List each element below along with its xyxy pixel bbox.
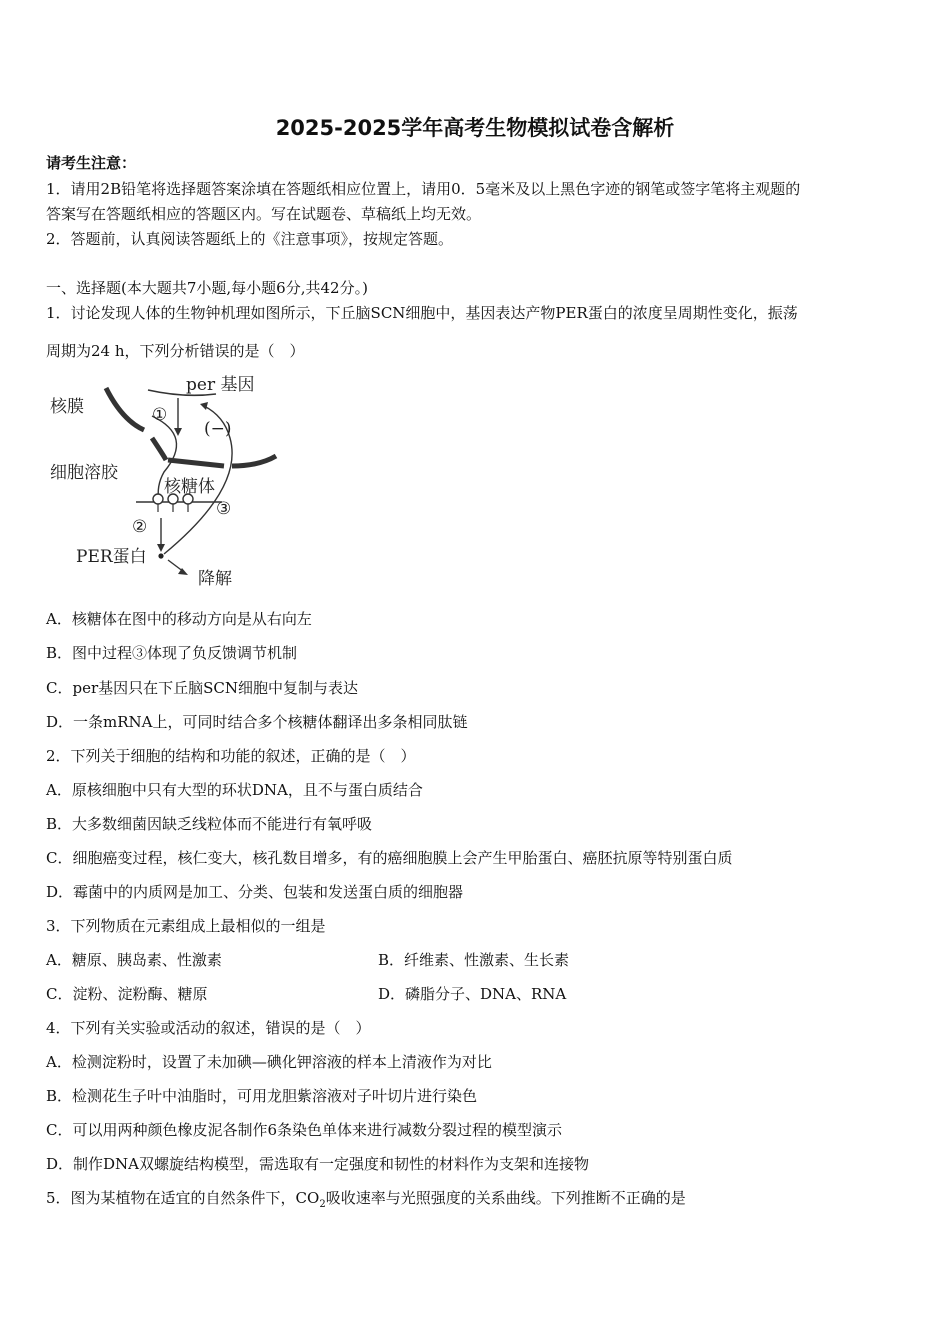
degrade-label: 降解	[198, 569, 232, 589]
per-protein-dot	[158, 553, 163, 558]
nuclear-membrane-lower	[168, 460, 224, 466]
q1-stem: 1．讨论发现人体的生物钟机理如图所示，下丘脑SCN细胞中，基因表达产物PER蛋白的浓度呈周期性变化，振荡	[46, 304, 798, 322]
q2-option-b: B．大多数细菌因缺乏线粒体而不能进行有氧呼吸	[46, 815, 373, 833]
ribosome	[153, 494, 163, 504]
q3-option-a: A．糖原、胰岛素、性激素	[46, 951, 222, 969]
nuclear-membrane-upper	[106, 388, 144, 430]
step-3-label: ③	[216, 499, 232, 519]
q2-option-d: D．霉菌中的内质网是加工、分类、包装和发送蛋白质的细胞器	[46, 883, 464, 901]
q1-option-b: B．图中过程③体现了负反馈调节机制	[46, 644, 298, 662]
q2-option-a: A．原核细胞中只有大型的环状DNA，且不与蛋白质结合	[46, 781, 423, 799]
q5-stem-subscript: 2	[319, 1199, 326, 1210]
nuclear-membrane-label: 核膜	[50, 397, 84, 417]
step-2-label: ②	[132, 517, 148, 537]
q4-stem: 4．下列有关实验或活动的叙述，错误的是（ ）	[46, 1019, 371, 1037]
nuclear-membrane-right	[232, 456, 276, 466]
q2-stem: 2．下列关于细胞的结构和功能的叙述，正确的是（ ）	[46, 747, 416, 765]
notice-heading: 请考生注意：	[46, 154, 137, 172]
ribosome-label: 核糖体	[164, 477, 215, 497]
section-heading: 一、选择题(本大题共7小题,每小题6分,共42分。)	[46, 279, 368, 297]
q4-option-c: C．可以用两种颜色橡皮泥各制作6条染色单体来进行减数分裂过程的模型演示	[46, 1121, 563, 1139]
per-protein-label: PER蛋白	[76, 547, 147, 567]
q3-stem: 3．下列物质在元素组成上最相似的一组是	[46, 917, 326, 935]
cytoplasm-label: 细胞溶胶	[50, 463, 118, 483]
q5-stem-part-1: 5．图为某植物在适宜的自然条件下，CO	[46, 1189, 320, 1207]
q1-option-a: A．核糖体在图中的移动方向是从右向左	[46, 610, 312, 628]
q1-stem-cont: 周期为24 h，下列分析错误的是（ ）	[46, 342, 305, 360]
q4-option-b: B．检测花生子叶中油脂时，可用龙胆紫溶液对子叶切片进行染色	[46, 1087, 478, 1105]
per-gene-label: per 基因	[186, 375, 255, 395]
biological-clock-diagram	[44, 368, 294, 596]
q1-option-d: D．一条mRNA上，可同时结合多个核糖体翻译出多条相同肽链	[46, 713, 468, 731]
q5-stem	[46, 1187, 686, 1210]
notice-item-1-cont: 答案写在答题纸相应的答题区内。写在试题卷、草稿纸上均无效。	[46, 205, 482, 223]
q4-option-d: D．制作DNA双螺旋结构模型，需选取有一定强度和韧性的材料作为支架和连接物	[46, 1155, 590, 1173]
nuclear-membrane-mid	[152, 438, 166, 460]
step-1-label: ①	[152, 405, 168, 425]
notice-item-2: 2．答题前，认真阅读答题纸上的《注意事项》，按规定答题。	[46, 230, 454, 248]
q1-option-c: C．per基因只在下丘脑SCN细胞中复制与表达	[46, 679, 359, 697]
page-title: 2025-2025学年高考生物模拟试卷含解析	[275, 116, 675, 140]
q3-option-d: D．磷脂分子、DNA、RNA	[378, 985, 567, 1003]
q3-option-b: B．纤维素、性激素、生长素	[378, 951, 570, 969]
q5-stem-part-2: 吸收速率与光照强度的关系曲线。下列推断不正确的是	[325, 1189, 686, 1207]
q3-option-c: C．淀粉、淀粉酶、糖原	[46, 985, 208, 1003]
negative-feedback-label: (−)	[204, 419, 232, 439]
q2-option-c: C．细胞癌变过程，核仁变大，核孔数目增多，有的癌细胞膜上会产生甲胎蛋白、癌胚抗原等特别蛋白质	[46, 849, 733, 867]
notice-item-1: 1．请用2B铅笔将选择题答案涂填在答题纸相应位置上，请用0．5毫米及以上黑色字迹的钢笔或签字笔将主观题的	[46, 180, 801, 198]
q4-option-a: A．检测淀粉时，设置了未加碘—碘化钾溶液的样本上清液作为对比	[46, 1053, 492, 1071]
